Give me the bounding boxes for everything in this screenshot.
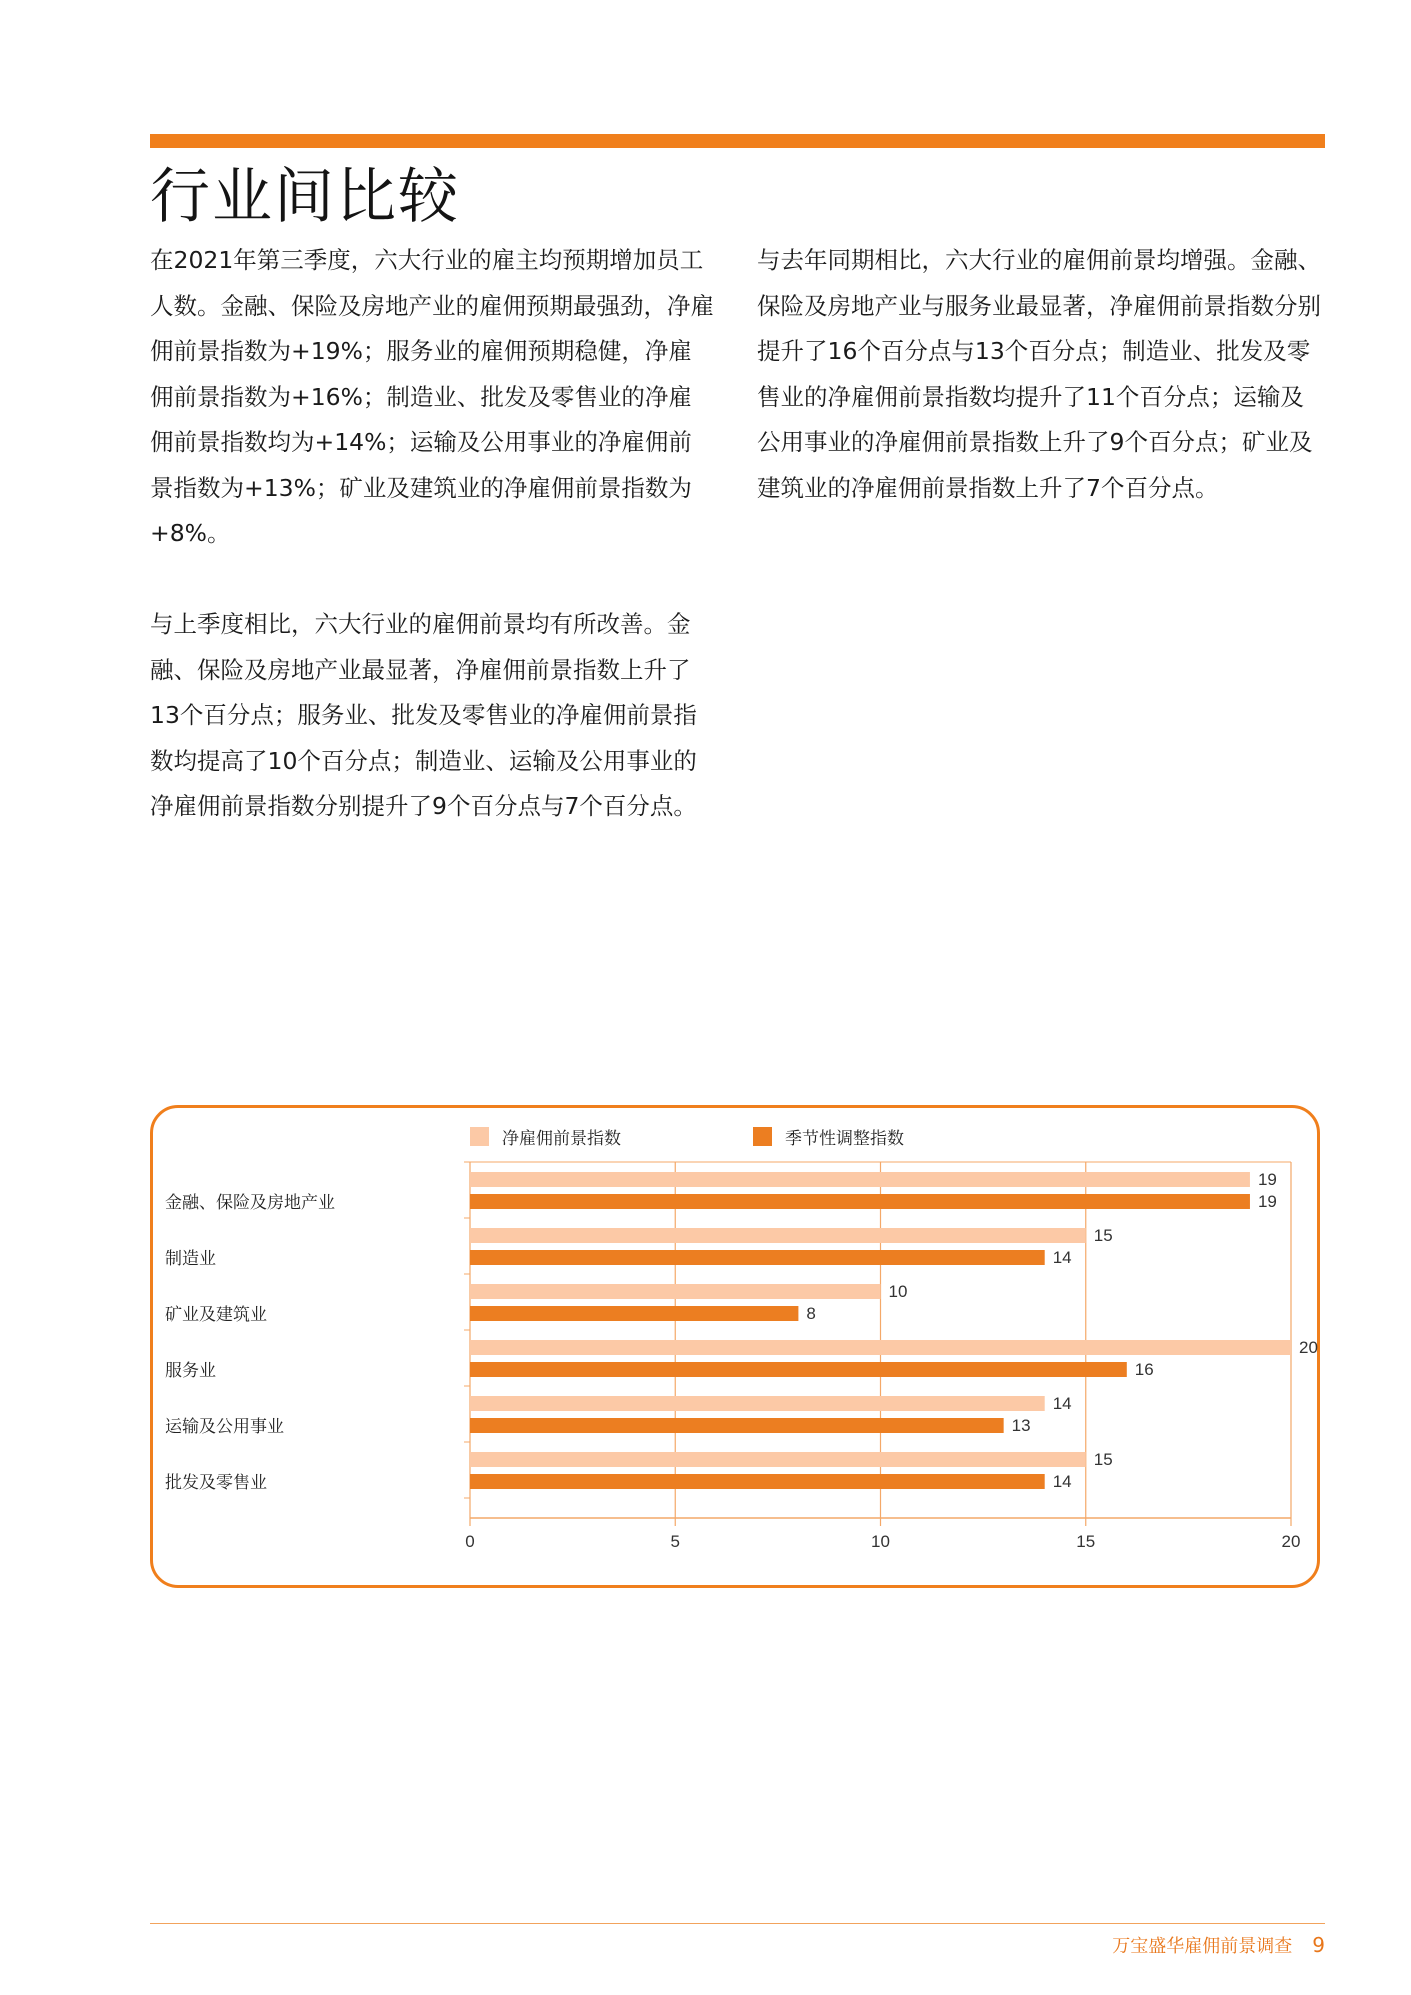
bar-net-5 xyxy=(470,1452,1086,1467)
footer-publication-title: 万宝盛华雇佣前景调查 xyxy=(1112,1936,1293,1957)
bar-net-1 xyxy=(470,1228,1086,1243)
page-footer xyxy=(1112,1932,1325,1958)
x-tick-label-1: 5 xyxy=(670,1532,680,1551)
category-label-5: 批发及零售业 xyxy=(165,1473,267,1493)
bar-seasonal-4 xyxy=(470,1418,1004,1433)
bar-value-label-net-2: 10 xyxy=(888,1282,908,1301)
category-label-1: 制造业 xyxy=(165,1249,216,1269)
bar-net-3 xyxy=(470,1340,1291,1355)
bar-value-label-net-1: 15 xyxy=(1093,1226,1113,1245)
footer-divider xyxy=(150,1923,1325,1924)
bar-value-label-seasonal-1: 14 xyxy=(1052,1248,1072,1267)
bar-seasonal-1 xyxy=(470,1250,1045,1265)
bar-value-label-net-3: 20 xyxy=(1299,1338,1318,1357)
page-number: 9 xyxy=(1312,1933,1325,1957)
paragraph-year-comparison: 与去年同期相比，六大行业的雇佣前景均增强。金融、保险及房地产业与服务业最显著，净雇佣前景指数分别提升了16个百分点与13个百分点；制造业、批发及零售业的净雇佣前景指数均提升了11个百分点；运输及公用事业的净雇佣前景指数上升了9个百分点；矿业及建筑业的净雇佣前景指数上升了7个百分点。 xyxy=(757,246,1321,502)
bar-net-0 xyxy=(470,1172,1250,1187)
x-tick-label-4: 20 xyxy=(1281,1532,1301,1551)
bar-value-label-seasonal-2: 8 xyxy=(806,1304,816,1323)
bar-value-label-seasonal-0: 19 xyxy=(1257,1192,1277,1211)
x-tick-label-2: 10 xyxy=(871,1532,890,1551)
bar-net-2 xyxy=(470,1284,881,1299)
legend-label-net: 净雇佣前景指数 xyxy=(502,1129,621,1149)
bar-seasonal-2 xyxy=(470,1306,798,1321)
bar-value-label-net-5: 15 xyxy=(1093,1450,1113,1469)
bar-value-label-seasonal-3: 16 xyxy=(1134,1360,1154,1379)
category-label-4: 运输及公用事业 xyxy=(165,1417,284,1437)
category-label-2: 矿业及建筑业 xyxy=(165,1305,267,1325)
bar-seasonal-5 xyxy=(470,1474,1045,1489)
x-tick-label-3: 15 xyxy=(1076,1532,1096,1551)
paragraph-q3-summary: 在2021年第三季度，六大行业的雇主均预期增加员工人数。金融、保险及房地产业的雇佣预期最强劲，净雇佣前景指数为+19%；服务业的雇佣预期稳健，净雇佣前景指数为+16%；制造业、批发及零售业的净雇佣前景指数均为+14%；运输及公用事业的净雇佣前景指数为+13%；矿业及建筑业的净雇佣前景指数为+8%。 xyxy=(150,246,714,547)
x-tick-label-0: 0 xyxy=(465,1532,475,1551)
category-label-3: 服务业 xyxy=(165,1361,216,1381)
legend-label-seasonal: 季节性调整指数 xyxy=(785,1129,904,1149)
bar-value-label-net-0: 19 xyxy=(1257,1170,1277,1189)
bar-seasonal-0 xyxy=(470,1194,1250,1209)
bar-value-label-seasonal-4: 13 xyxy=(1011,1416,1031,1435)
bar-value-label-net-4: 14 xyxy=(1052,1394,1072,1413)
bar-seasonal-3 xyxy=(470,1362,1127,1377)
bar-value-label-seasonal-5: 14 xyxy=(1052,1472,1072,1491)
page-title: 行业间比较 xyxy=(150,162,460,232)
category-label-0: 金融、保险及房地产业 xyxy=(165,1193,335,1213)
paragraph-quarter-comparison: 与上季度相比，六大行业的雇佣前景均有所改善。金融、保险及房地产业最显著，净雇佣前景指数上升了13个百分点；服务业、批发及零售业的净雇佣前景指数均提高了10个百分点；制造业、运输及公用事业的净雇佣前景指数分别提升了9个百分点与7个百分点。 xyxy=(150,610,697,820)
bar-net-4 xyxy=(470,1396,1045,1411)
